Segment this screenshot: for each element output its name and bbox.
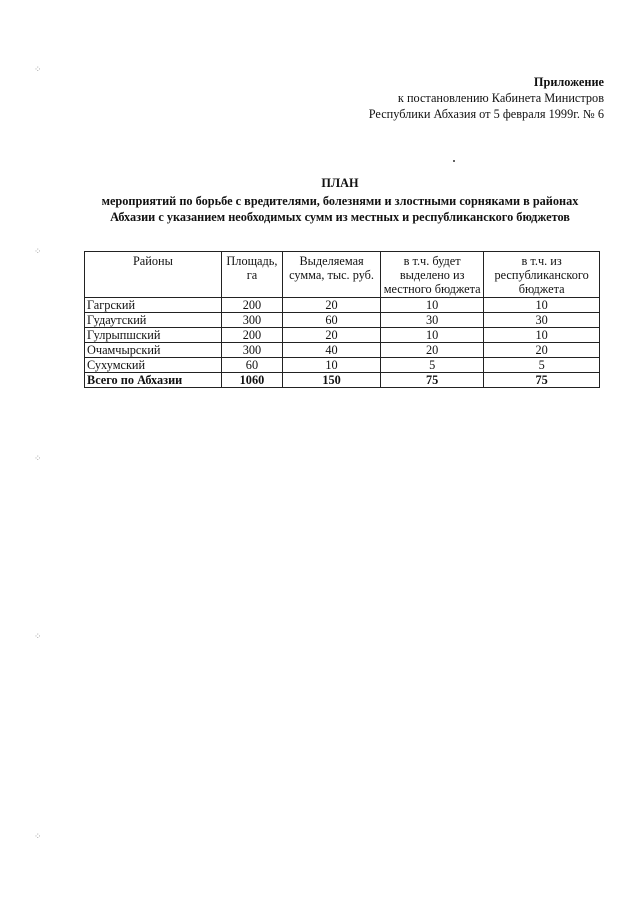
column-header-allocated-sum: Выделяемая сумма, тыс. руб. (283, 252, 381, 298)
scan-speck: ⁘ (34, 247, 42, 257)
district-cell: Сухумский (85, 358, 222, 373)
republican-budget-cell: 20 (484, 343, 600, 358)
republican-budget-cell: 10 (484, 298, 600, 313)
scan-speck: ⁘ (34, 832, 42, 842)
stray-dot (453, 160, 455, 162)
republican-budget-cell: 10 (484, 328, 600, 343)
plan-subtitle-line-2: Абхазии с указанием необходимых сумм из местных и республиканского бюджетов (110, 209, 570, 224)
table-row (85, 313, 600, 328)
area-cell: 300 (221, 343, 282, 358)
table-total-row (85, 373, 600, 388)
total-label-cell: Всего по Абхазии (85, 373, 222, 388)
republican-budget-cell: 5 (484, 358, 600, 373)
plan-subtitle (60, 194, 620, 225)
scan-speck: ⁘ (34, 454, 42, 464)
table-header-row (85, 252, 600, 298)
local-budget-cell: 10 (381, 328, 484, 343)
area-cell: 200 (221, 328, 282, 343)
table-row (85, 328, 600, 343)
sum-cell: 10 (283, 358, 381, 373)
appendix-title: Приложение (533, 75, 604, 89)
total-republican-budget-cell: 75 (484, 373, 600, 388)
area-cell: 300 (221, 313, 282, 328)
area-cell: 60 (221, 358, 282, 373)
sum-cell: 60 (283, 313, 381, 328)
area-cell: 200 (221, 298, 282, 313)
district-cell: Очамчырский (85, 343, 222, 358)
total-sum-cell: 150 (283, 373, 381, 388)
appendix-header (274, 74, 604, 122)
district-cell: Гагрский (85, 298, 222, 313)
local-budget-cell: 5 (381, 358, 484, 373)
plan-title: ПЛАН (321, 176, 359, 190)
sum-cell: 20 (283, 298, 381, 313)
district-cell: Гудаутский (85, 313, 222, 328)
table-row (85, 298, 600, 313)
scan-speck: ⁘ (34, 632, 42, 642)
column-header-local-budget: в т.ч. будет выделено из местного бюджета (381, 252, 484, 298)
sum-cell: 40 (283, 343, 381, 358)
plan-subtitle-line-1: мероприятий по борьбе с вредителями, болезнями и злостными сорняками в районах (101, 194, 579, 208)
table-row (85, 358, 600, 373)
district-cell: Гулрыпшский (85, 328, 222, 343)
column-header-area: Площадь, га (221, 252, 282, 298)
local-budget-cell: 30 (381, 313, 484, 328)
total-area-cell: 1060 (221, 373, 282, 388)
column-header-republican-budget: в т.ч. из республиканского бюджета (484, 252, 600, 298)
table-row (85, 343, 600, 358)
sum-cell: 20 (283, 328, 381, 343)
republican-budget-cell: 30 (484, 313, 600, 328)
appendix-line-2: Республики Абхазия от 5 февраля 1999г. № 6 (368, 107, 604, 121)
local-budget-cell: 20 (381, 343, 484, 358)
column-header-districts: Районы (85, 252, 222, 298)
scan-speck: ⁘ (34, 65, 42, 75)
appendix-line-1: к постановлению Кабинета Министров (397, 91, 604, 105)
local-budget-cell: 10 (381, 298, 484, 313)
total-local-budget-cell: 75 (381, 373, 484, 388)
plan-table (84, 251, 600, 388)
